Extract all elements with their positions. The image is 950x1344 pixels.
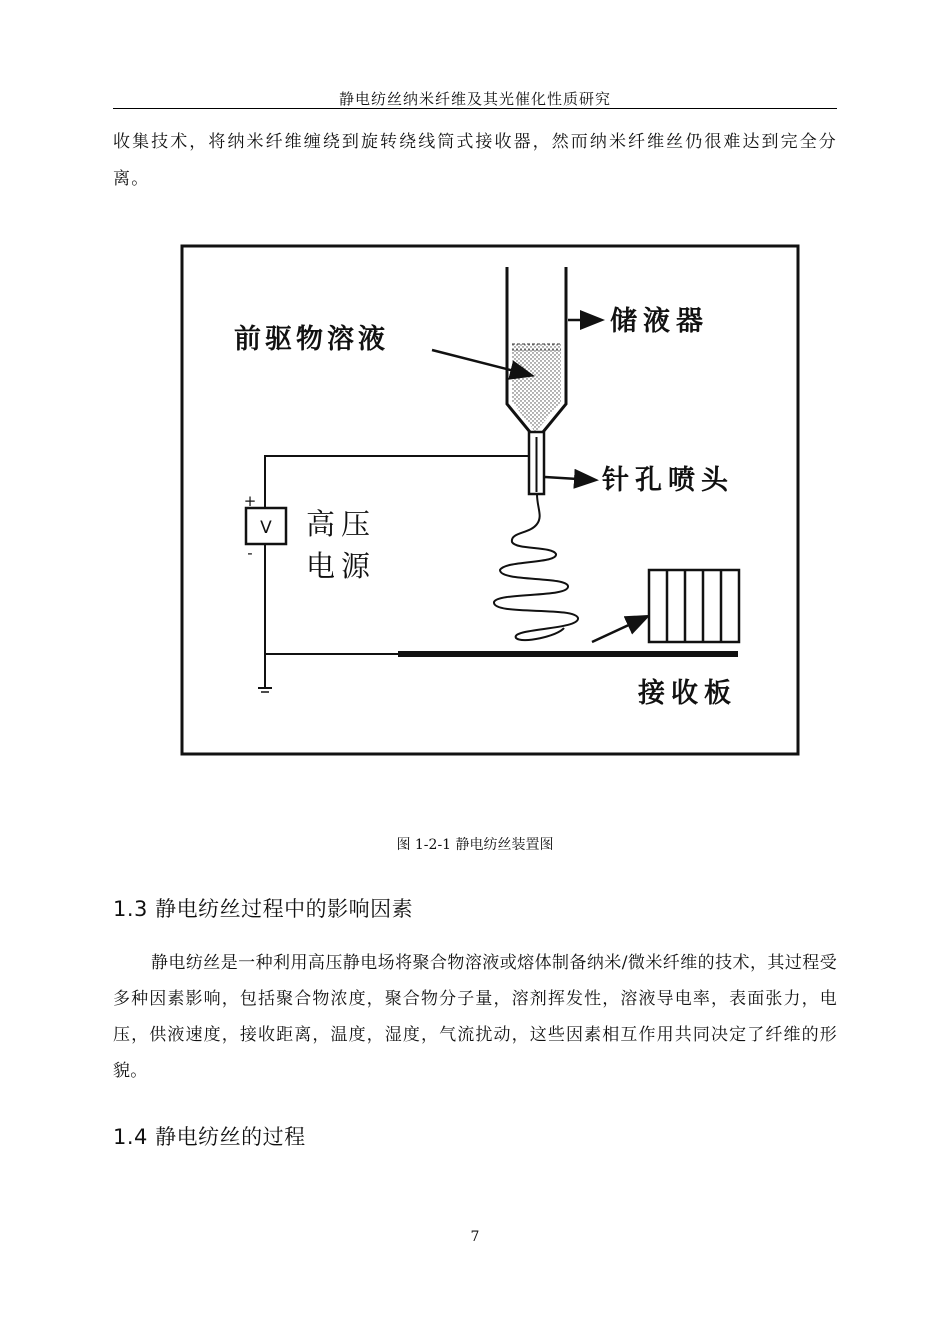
intro-paragraph: 收集技术，将纳米纤维缠绕到旋转绕线筒式接收器，然而纳米纤维丝仍很难达到完全分离。	[113, 132, 837, 189]
label-needle: 针孔喷头	[602, 465, 734, 496]
section-heading-1-3: 1.3 静电纺丝过程中的影响因素	[113, 897, 414, 921]
page-number: 7	[470, 1229, 480, 1245]
label-precursor: 前驱物溶液	[234, 324, 389, 355]
header-rule	[113, 108, 837, 109]
voltage-symbol: V	[260, 518, 272, 538]
section-heading-1-4: 1.4 静电纺丝的过程	[113, 1125, 306, 1149]
label-reservoir: 储液器	[610, 306, 709, 337]
label-hv-line2: 电源	[306, 549, 377, 583]
electrospinning-figure	[160, 232, 810, 772]
label-collector: 接收板	[638, 678, 737, 709]
label-hv-line1: 高压	[306, 507, 377, 541]
section-1-3-paragraph: 静电纺丝是一种利用高压静电场将聚合物溶液或熔体制备纳米/微米纤维的技术，其过程受多种因素影响，包括聚合物浓度，聚合物分子量，溶剂挥发性，溶液导电率，表面张力，电压，供液速度，接收距离，温度，湿度，气流扰动，这些因素相互作用共同决定了纤维的形貌。	[113, 953, 837, 1081]
solution-fill	[512, 344, 561, 442]
running-header: 静电纺丝纳米纤维及其光催化性质研究	[338, 90, 611, 108]
fiber-grid	[649, 570, 739, 642]
fiber-spiral	[494, 494, 578, 640]
figure-caption: 图 1-2-1 静电纺丝装置图	[396, 837, 554, 853]
circuit-wire	[265, 456, 530, 508]
plus-sign: +	[243, 492, 257, 510]
minus-sign: -	[247, 544, 253, 562]
collector-plate	[398, 651, 738, 657]
